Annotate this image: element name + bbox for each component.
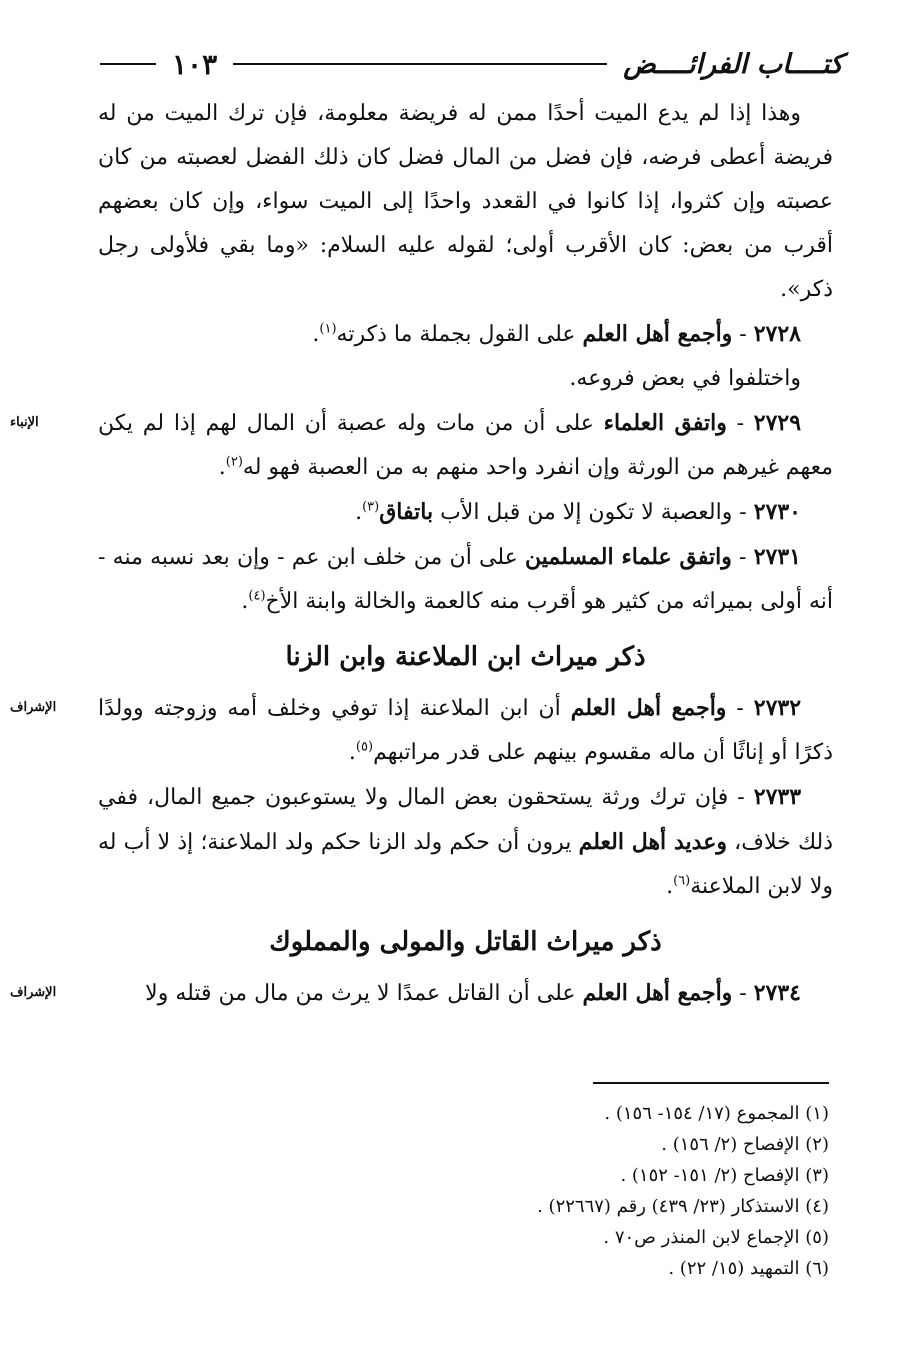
item-2730: ٢٧٣٠ - والعصبة لا تكون إلا من قبل الأب باتفاق$^{(٣)}$. [355,499,801,525]
footnote-ref: (٥) [355,739,374,755]
margin-source-marker: الإشراف [10,700,57,715]
running-header [100,44,843,84]
item-text: فإن ترك ورثة يستحقون بعض المال ولا يستوعبون جميع المال، ففي ذلك خلاف، [98,785,833,855]
item-2734: الإشراف ٢٧٣٤ - وأجمع أهل العلم على أن القاتل عمدًا لا يرث من مال من قتله ولا [98,971,833,1016]
header-rule [233,63,607,65]
item-number: ٢٧٣٤ [753,980,801,1006]
item-bold: باتفاق [379,499,434,525]
item-2733: ٢٧٣٣ - فإن ترك ورثة يستحقون بعض المال ولا يستوعبون جميع المال، ففي ذلك خلاف، وعديد أهل العلم يرون أن حكم ولد الزنا حكم ولد الملاعنة؛ إذ لا أب له ولا لابن الملاعنة$^{(٦)}$. [98,784,833,899]
item-2728: ٢٧٢٨ - وأجمع أهل العلم على القول بجملة ما ذكرته$^{(١)}$. [312,321,801,347]
footnote-ref: (٢) [225,454,243,470]
item-number: ٢٧٢٨ [753,321,801,347]
item-number: ٢٧٣٠ [753,499,801,525]
item-bold: واتفق العلماء [603,410,727,436]
footnote-3: (٣) الإفصاح (٢/ ١٥١- ١٥٢) . [620,1165,829,1186]
paragraph-2728-continued: واختلفوا في بعض فروعه. [569,366,801,391]
page-body [10,92,833,1016]
item-bold: وأجمع أهل العلم [570,695,727,721]
section-heading: ذكر ميراث القاتل والمولى والمملوك [269,927,662,957]
footnote-ref: (١) [319,321,337,337]
item-2731: ٢٧٣١ - واتفق علماء المسلمين على أن من خلف ابن عم - وإن بعد نسبه منه - أنه أولى بميراثه من كثير هو أقرب منه كالعمة والخالة وابنة الأخ$^{(٤)}$. [98,544,833,614]
footnote-4: (٤) الاستذكار (٢٣/ ٤٣٩) رقم (٢٢٦٦٧) . [537,1196,829,1217]
item-number: ٢٧٢٩ [753,410,802,436]
item-bold: وأجمع أهل العلم [582,321,733,347]
section-heading: ذكر ميراث ابن الملاعنة وابن الزنا [285,642,646,672]
item-text: على القول بجملة ما ذكرته [336,322,583,347]
footnote-1: (١) المجموع (١٧/ ١٥٤- ١٥٦) . [604,1103,829,1124]
item-bold: وعديد أهل العلم [578,829,727,855]
footnote-5: (٥) الإجماع لابن المنذر ص٧٠ . [603,1227,829,1248]
item-2732: الإشراف ٢٧٣٢ - وأجمع أهل العلم أن ابن الملاعنة إذا توفي وخلف أمه وزوجته وولدًا ذكرًا أو إناثًا أن ماله مقسوم بينهم على قدر مراتبهم$^{(٥)}$. [98,686,833,775]
item-text: على أن من خلف ابن عم - وإن بعد نسبه منه - أنه أولى بميراثه من كثير هو أقرب منه كالعمة والخالة وابنة الأخ [98,545,833,614]
margin-source-marker: الإشراف [10,985,57,1000]
paragraph-intro: وهذا إذا لم يدع الميت أحدًا ممن له فريضة معلومة، فإن ترك الميت من له فريضة أعطى فرضه، فإن فضل من المال فضل كان ذلك الفضل لعصبته من كان عصبته وإن كثروا، إذا كانوا في القعدد واحدًا إلى الميت سواء، وإن كان بعضهم أقرب من بعض: كان الأقرب أولى؛ لقوله عليه السلام: «وما بقي فلأولى رجل ذكر». [98,101,833,302]
footnote-separator [593,1082,829,1084]
item-bold: واتفق علماء المسلمين [525,544,732,570]
footnote-ref: (٤) [248,588,266,604]
page-number: ١٠٣ [172,47,218,81]
item-text: يرون أن حكم ولد الزنا حكم ولد الملاعنة؛ إذ لا أب له ولا لابن الملاعنة [98,830,833,899]
item-number: ٢٧٣٣ [753,784,802,810]
margin-source-marker: الإنباء [10,415,39,430]
footnote-ref: (٦) [673,873,691,889]
footnote-2: (٢) الإفصاح (٢/ ١٥٦) . [661,1134,829,1155]
item-number: ٢٧٣١ [753,544,801,570]
item-number: ٢٧٣٢ [753,695,802,721]
footnotes [260,1098,829,1284]
book-title: كتــــاب الفرائــــض [623,48,843,80]
footnote-6: (٦) التمهيد (١٥/ ٢٢) . [668,1258,829,1279]
item-text: على أن من مات وله عصبة أن المال لهم إذا لم يكن معهم غيرهم من الورثة وإن انفرد واحد منهم به من العصبة فهو له [98,411,833,480]
item-text: والعصبة لا تكون إلا من قبل الأب [433,500,733,525]
footnote-ref: (٣) [362,499,380,515]
item-2729: الإنباء ٢٧٢٩ - واتفق العلماء على أن من مات وله عصبة أن المال لهم إذا لم يكن معهم غيرهم من الورثة وإن انفرد واحد منهم به من العصبة فهو له$^{(٢)}$. [98,401,833,490]
item-text: على أن القاتل عمدًا لا يرث من مال من قتله ولا [145,981,583,1006]
item-text: أن ابن الملاعنة إذا توفي وخلف أمه وزوجته وولدًا ذكرًا أو إناثًا أن ماله مقسوم بينهم على قدر مراتبهم [98,696,833,765]
header-rule-short [100,63,156,65]
item-bold: وأجمع أهل العلم [582,980,733,1006]
